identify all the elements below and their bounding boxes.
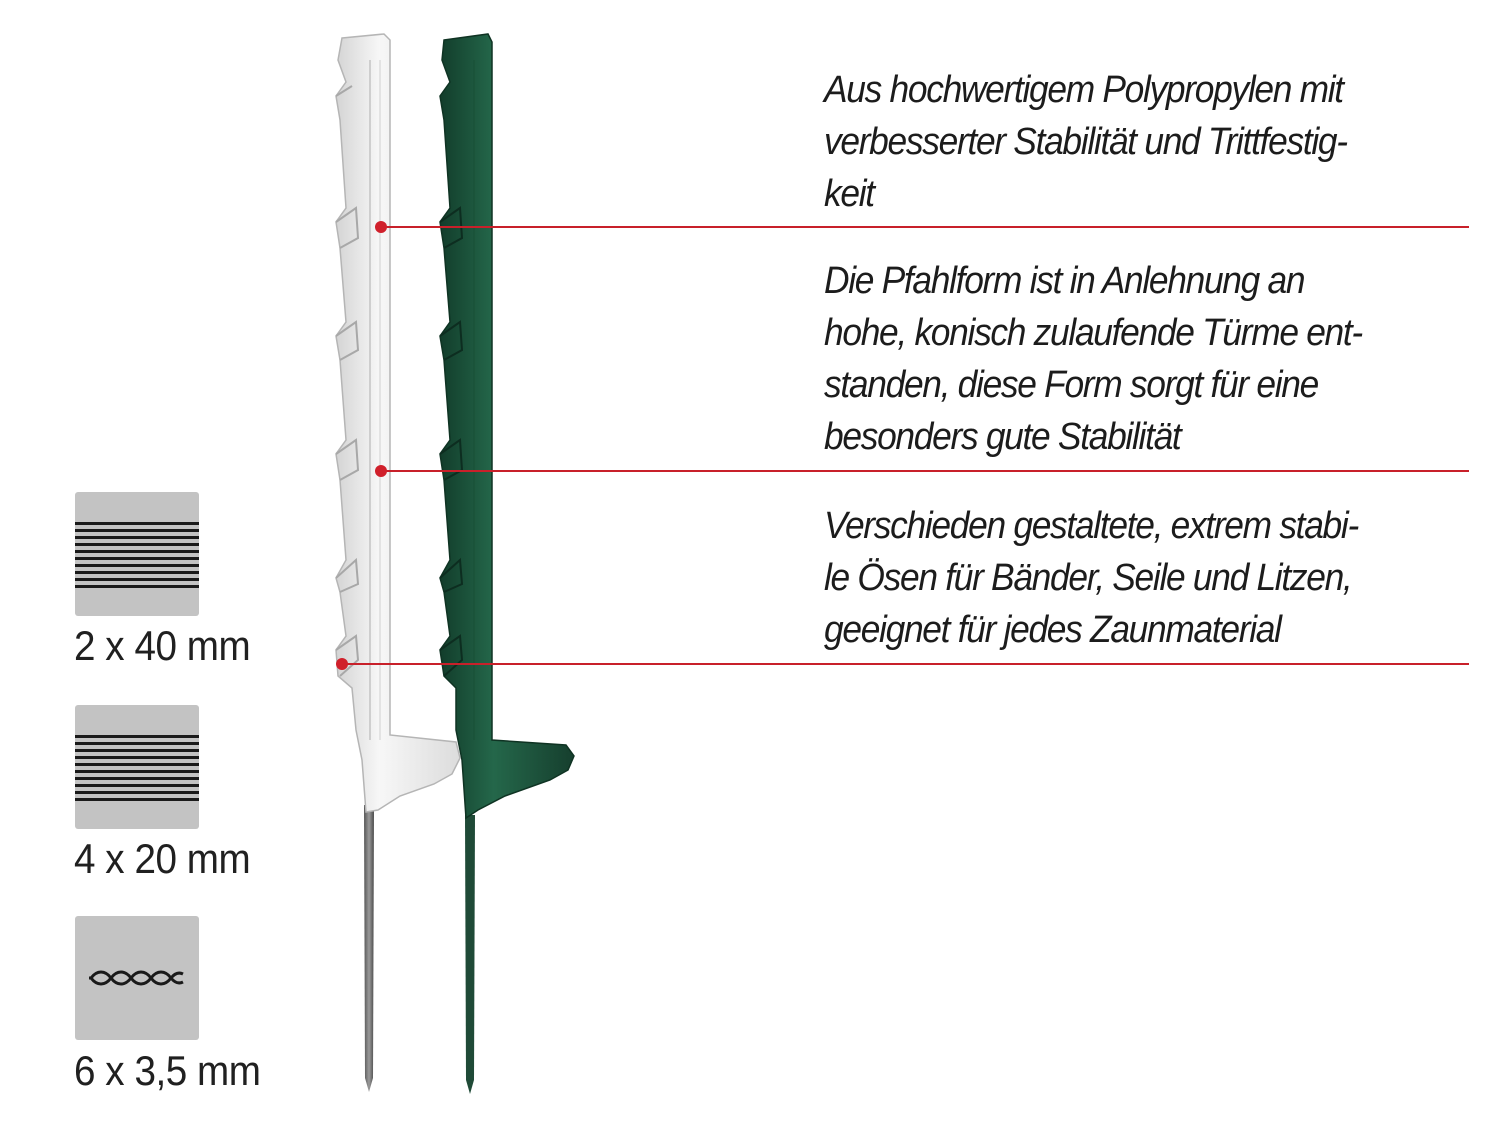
callout-line-2 xyxy=(381,470,1469,472)
feature-line: hohe, konisch zulaufende Türme ent- xyxy=(824,312,1362,354)
feature-line: keit xyxy=(824,173,874,215)
white-post-body xyxy=(336,34,460,812)
tape-2-stripes-icon xyxy=(75,492,199,616)
material-label-6x3-5: 6 x 3,5 mm xyxy=(74,1047,261,1094)
material-label-2x40: 2 x 40 mm xyxy=(74,622,251,669)
green-post-body xyxy=(440,34,574,818)
feature-line: verbesserter Stabilität und Trittfestig- xyxy=(824,121,1347,163)
twisted-rope-icon xyxy=(75,916,199,1040)
feature-line: le Ösen für Bänder, Seile und Litzen, xyxy=(824,557,1352,599)
feature-text-material xyxy=(824,64,1429,220)
feature-line: Aus hochwertigem Polypropylen mit xyxy=(824,69,1343,111)
callout-dot-1 xyxy=(375,221,387,233)
callout-line-3 xyxy=(342,663,1469,665)
tape-4-stripes-icon xyxy=(75,705,199,829)
material-label-4x20: 4 x 20 mm xyxy=(74,835,251,882)
callout-line-1 xyxy=(381,226,1469,228)
feature-line: geeignet für jedes Zaunmaterial xyxy=(824,609,1281,651)
feature-text-shape xyxy=(824,255,1429,463)
feature-line: Verschieden gestaltete, extrem stabi- xyxy=(824,505,1358,547)
green-post xyxy=(440,34,574,1094)
feature-line: besonders gute Stabilität xyxy=(824,416,1181,458)
feature-line: Die Pfahlform ist in Anlehnung an xyxy=(824,260,1305,302)
white-post-spike xyxy=(364,805,374,1092)
feature-text-eyelets xyxy=(824,500,1429,656)
green-post-spike xyxy=(465,815,475,1094)
callout-dot-2 xyxy=(375,465,387,477)
feature-line: standen, diese Form sorgt für eine xyxy=(824,364,1318,406)
callout-dot-3 xyxy=(336,658,348,670)
white-post xyxy=(336,34,460,1092)
